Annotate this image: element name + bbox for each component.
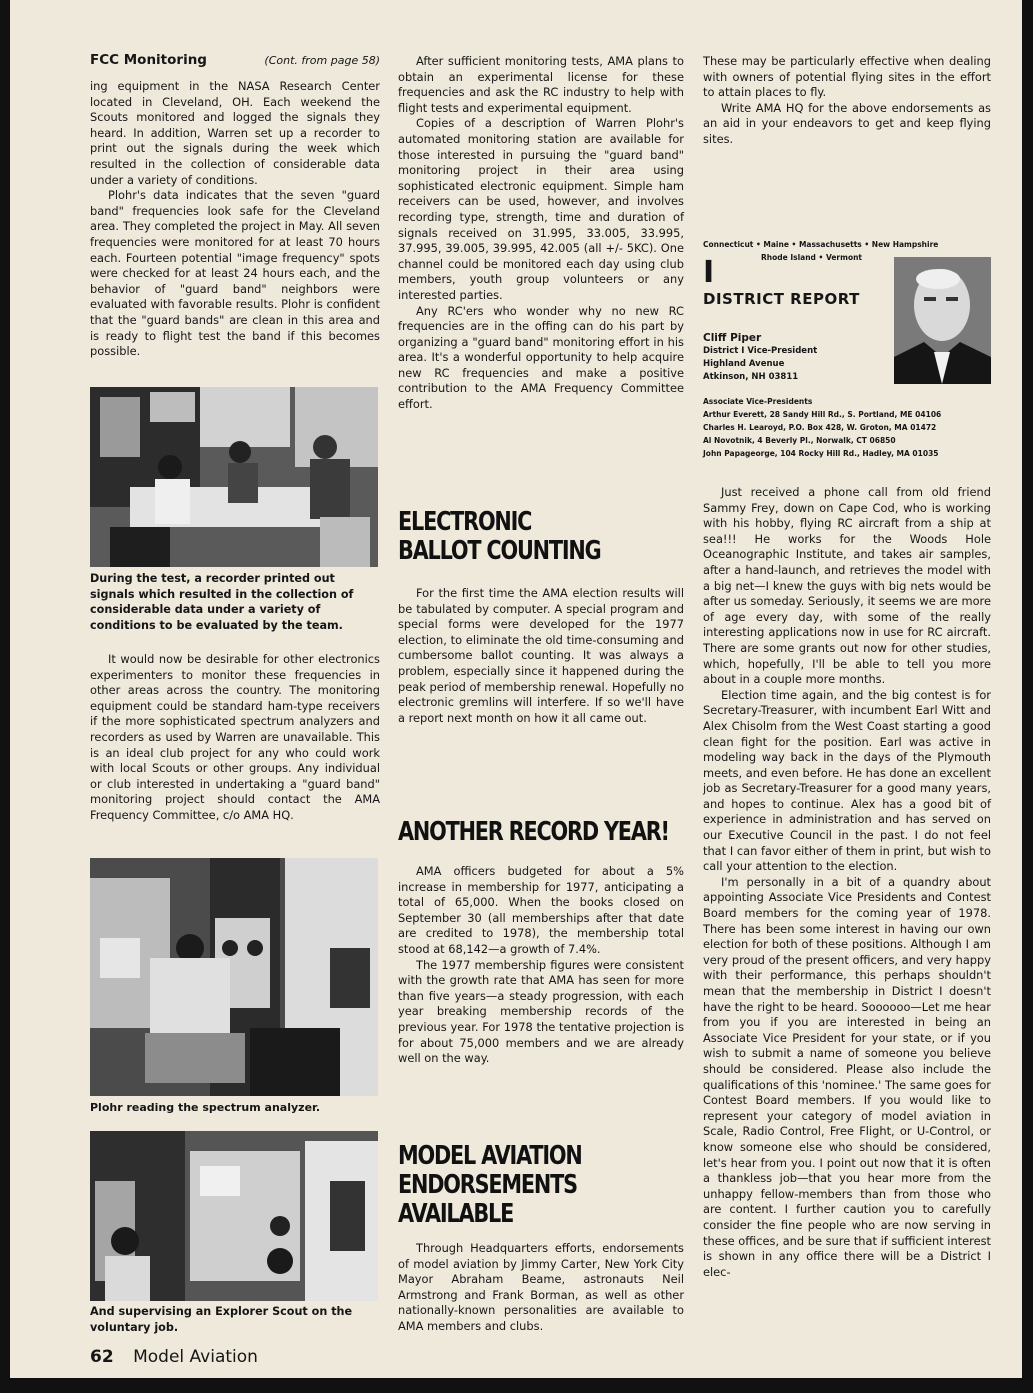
associate-entry: Al Novotnik, 4 Beverly Pl., Norwalk, CT 06850 bbox=[703, 436, 896, 445]
paragraph: Copies of a description of Warren Plohr's automated monitoring station are available for those interested in pursuing the "guard band" monitoring project in their area using sophisticated electronic equipment. Simple ham receivers can be used, however, and involves recording type, strength, time and duration of signals received on 31.995, 33.005, 33.995, 37.995, 39.005, 39.995, 42.005 (all +/- 5KC). One channel could be monitored each day using club members, youth group volunteers or any interested parties. bbox=[398, 116, 684, 302]
paragraph: Plohr's data indicates that the seven "guard band" frequencies look safe for the Cleveland area. They completed the project in May. All seven frequencies were monitored for at least 70 hours each. Fourteen potential "image frequency" spots were checked for at least 24 hours each, and the behavior of "guard band" neighbors were evaluated with favorable results. Plohr is confident that the "guard bands" are clean in this area and is ready to flight test the band if this becomes possible. bbox=[90, 188, 380, 359]
district-report-title: DISTRICT REPORT bbox=[703, 290, 860, 308]
headline-endorsements bbox=[398, 1142, 686, 1229]
magazine-title: Model Aviation bbox=[133, 1347, 258, 1367]
header-continuation: (Cont. from page 58) bbox=[264, 54, 380, 67]
paragraph: Just received a phone call from old friend Sammy Frey, down on Cape Cod, who is working with his hobby, flying RC aircraft from a ship at sea!!! He works for the Woods Hole Oceanographic Institute, and takes air samples, after a hand-launch, and retrieves the model with a big net—I knew the guys with big nets would be after us someday. Seriously, it seems we are more of age every day, with some of the really interesting applications now in use for RC aircraft. There are some grants out now for other studies, which, hopefully, I'll be able to tell you more about in a couple more months. bbox=[703, 485, 991, 687]
portrait-cliff-piper bbox=[894, 257, 991, 384]
associate-entry: Charles H. Learoyd, P.O. Box 428, W. Groton, MA 01472 bbox=[703, 423, 937, 432]
photo-caption: And supervising an Explorer Scout on the voluntary job. bbox=[90, 1305, 353, 1334]
photo-caption: Plohr reading the spectrum analyzer. bbox=[90, 1101, 321, 1114]
paragraph: ing equipment in the NASA Research Center located in Cleveland, OH. Each weekend the Scouts monitored and logged the signals they heard. In addition, Warren set up a recorder to print out the signals during the week which resulted in the collection of considerable data under a variety of conditions. bbox=[90, 79, 380, 187]
headline-line: MODEL AVIATION bbox=[398, 1141, 582, 1171]
photo-caption: During the test, a recorder printed out signals which resulted in the collection of considerable data under a variety of conditions to be evaluated by the team. bbox=[90, 572, 354, 632]
vp-info bbox=[703, 332, 883, 384]
header-title: FCC Monitoring bbox=[90, 52, 207, 68]
paragraph: I'm personally in a bit of a quandry about appointing Associate Vice Presidents and Contest Board members for the coming year of 1978. There has been some interest in having our own election for both of these positions. Although I am very proud of the present officers, and very happy with their performance, this perhaps shouldn't mean that the membership in District I doesn't have the right to be heard. Soooooo—Let me hear from you if you are interested in being an Associate Vice President for your state, or if you wish to submit a name of someone you believe should be considered. Please also include the qualifications of this 'nominee.' The same goes for Contest Board members. If you would like to represent your category of model aviation in Scale, Radio Control, Free Flight, or U-Control, or know someone else who should be considered, let's hear from you. I point out now that it is often a thankless job—that you hear more from the unhappy fellow-members than from those who are content. I further caution you to carefully consider the fine people who are now serving in these offices, and be sure that if sufficient interest is shown in any office there will be a District I elec- bbox=[703, 874, 991, 1279]
states-line: Connecticut • Maine • Massachusetts • New Hampshire bbox=[703, 240, 939, 249]
paragraph: Any RC'ers who wonder why no new RC frequencies are in the offing can do his part by organizing a "guard band" monitoring effort in his area. It's a wonderful opportunity to help acquire new RC frequencies and make a positive contribution to the AMA Frequency Committee effort. bbox=[398, 303, 684, 412]
associate-entry: Arthur Everett, 28 Sandy Hill Rd., S. Portland, ME 04106 bbox=[703, 410, 942, 419]
photo-explorer-scout bbox=[90, 1131, 378, 1301]
paragraph: It would now be desirable for other electronics experimenters to monitor these frequencies in other areas across the country. The monitoring equipment could be standard ham-type receivers if the more sophisticated spectrum analyzers and recorders as used by Warren are unavailable. This is an ideal club project for any who could work with local Scouts or other groups. Any individual or club interested in undertaking a "guard band" monitoring project should contact the AMA Frequency Committee, c/o AMA HQ. bbox=[90, 652, 380, 822]
paragraph: The 1977 membership figures were consistent with the growth rate that AMA has seen for more than five years—a steady progression, with each year breaking membership records of the previous year. For 1978 the tentative projection is for about 75,000 members and we are already well on the way. bbox=[398, 957, 684, 1066]
paragraph: For the first time the AMA election results will be tabulated by computer. A special program and special forms were developed for the 1977 election, to eliminate the old time-consuming and cumbersome ballot counting. It was always a problem, especially since it happened during the peak period of membership renewal. Hopefully no electronic gremlins will interfere. If so we'll have a report next month on how it all came out. bbox=[398, 586, 684, 725]
vp-address: Highland Avenue bbox=[703, 359, 785, 369]
associate-vps bbox=[703, 395, 991, 460]
headline-line: BALLOT COUNTING bbox=[398, 536, 601, 566]
headline-line: AVAILABLE bbox=[398, 1199, 514, 1229]
page-number: 62 bbox=[90, 1347, 114, 1367]
paragraph: Through Headquarters efforts, endorsements of model aviation by Jimmy Carter, New York City Mayor Abraham Beame, astronauts Neil Armstrong and Frank Borman, as well as other nationally-known personalities are available to AMA members and clubs. bbox=[398, 1241, 684, 1333]
headline-record-year bbox=[398, 818, 702, 847]
states-line: Rhode Island • Vermont bbox=[761, 253, 863, 262]
district-number: I bbox=[703, 255, 715, 290]
paragraph: Write AMA HQ for the above endorsements as an aid in your endeavors to get and keep flying sites. bbox=[703, 100, 991, 146]
page-footer bbox=[90, 1347, 258, 1367]
headline-electronic-ballot bbox=[398, 508, 686, 566]
associate-title: Associate Vice-Presidents bbox=[703, 397, 813, 406]
photo-spectrum-analyzer bbox=[90, 858, 378, 1096]
continuation-header bbox=[90, 52, 380, 68]
paragraph: AMA officers budgeted for about a 5% increase in membership for 1977, anticipating a total of 65,000. When the books closed on September 30 (all memberships after that date are credited to 1978), the membership total stood at 68,142—a growth of 7.4%. bbox=[398, 864, 684, 956]
vp-name: Cliff Piper bbox=[703, 332, 762, 344]
vp-role: District I Vice-President bbox=[703, 346, 818, 356]
paragraph: These may be particularly effective when dealing with owners of potential flying sites in the effort to attain places to fly. bbox=[703, 54, 991, 100]
headline-line: ELECTRONIC bbox=[398, 507, 532, 537]
paragraph: Election time again, and the big contest is for Secretary-Treasurer, with incumbent Earl Witt and Alex Chisolm from the West Coast starting a good clean fight for the position. Earl was active in modeling way back in the days of the Plymouth meets, and even before. He has done an excellent job as Secretary-Treasurer for a good many years, and hopes to continue. Alex has a good bit of experience in administration and has served on our Executive Council in the past. I do not feel that I can favor either of them in print, but wish to call your attention to the election. bbox=[703, 687, 991, 874]
associate-entry: John Papageorge, 104 Rocky Hill Rd., Hadley, MA 01035 bbox=[703, 449, 939, 458]
paragraph: After sufficient monitoring tests, AMA plans to obtain an experimental license for these frequencies and ask the RC industry to help with flight tests and experimental equipment. bbox=[398, 54, 684, 115]
magazine-page bbox=[10, 0, 1022, 1378]
headline-line: ANOTHER RECORD YEAR! bbox=[398, 817, 669, 847]
photo-team-at-table bbox=[90, 387, 378, 567]
headline-line: ENDORSEMENTS bbox=[398, 1170, 577, 1200]
vp-address: Atkinson, NH 03811 bbox=[703, 372, 799, 382]
